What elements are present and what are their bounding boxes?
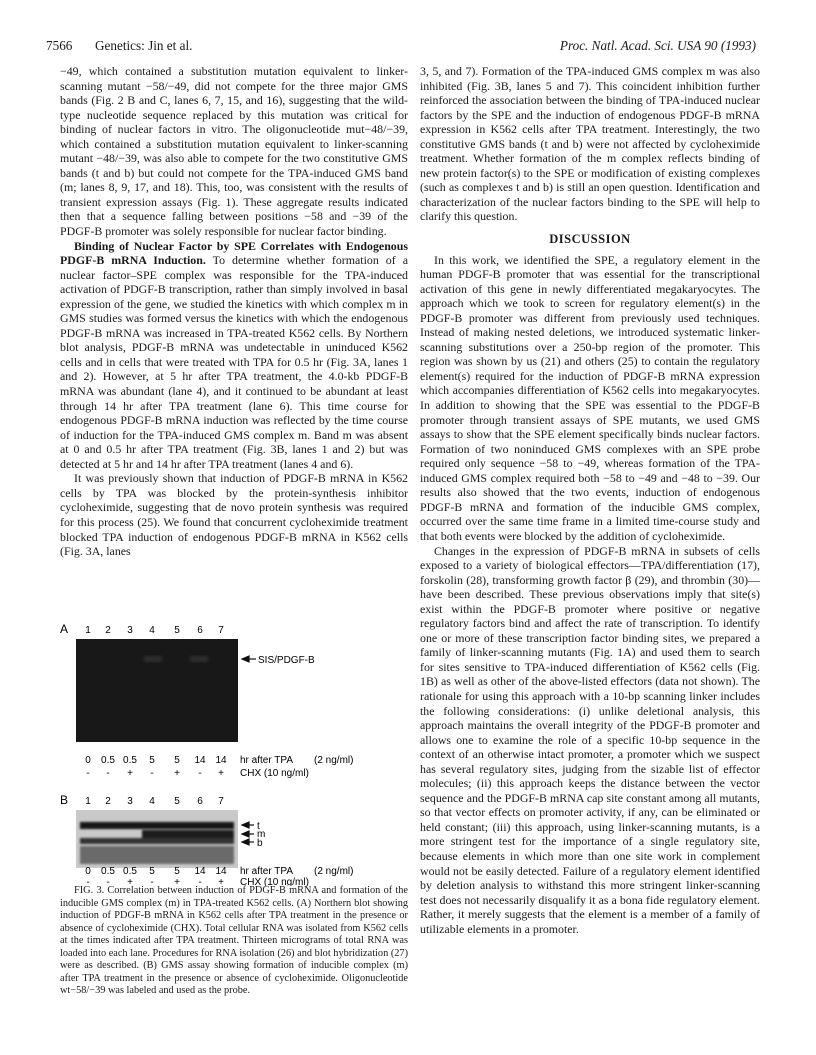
paragraph: Changes in the expression of PDGF-B mRNA in subsets of cells exposed to a variety of biological effectors—TPA/differentiation (17), forskolin (28), transforming growth factor β (29), and thrombin (30)—have been described. These previous observations imply that site(s) exist within the PDGF-B promoter where positive or negative regulatory factors bind and affect the rate of transcription. To identify one or more of these transcription factor binding sites, we prepared a family of linker-scanning mutants (Fig. 1A) and used them to search for sites sensitive to TPA-induced differentiation of K562 cells (Fig. 1B) as well as other of the above-listed effectors (data not shown). The rationale for using this approach with a 10-bp scanning linker includes the following considerations: (i) unlike deletional analysis, this approach maintains the overall integrity of the PDGF-B promoter and allows one to examine the role of a specific 10-bp sequence in the context of an otherwise intact promoter, a promoter which we suspect has several regulatory sites, judging from the sizable list of effector molecules; (ii) this approach keeps the distance between the vector sequence and the PDGF-B mRNA cap site constant among all mutants, so that vector effects on promoter activity, if any, can be eliminated or held constant; (iii) this approach, using linker-scanning mutants, is a more stringent test for the importance of a single regulatory site, because elements in which more than one site work in complement would not be easily detected. Failure of a regulatory element identified by deletion analysis to withstand this more stringent linker-scanning test does not necessarily disqualify it as a bona fide regulatory element. Rather, it merely suggests that the element is a member of a family of utilizable elements in a promoter. [420, 543, 760, 936]
right-column [420, 64, 760, 936]
chx-sign: + [218, 877, 224, 886]
time-value: 0 [85, 866, 91, 877]
band-label-b: b [257, 838, 263, 849]
time-value: 14 [194, 866, 206, 877]
chx-sign: - [150, 768, 154, 779]
gel-band-b [80, 838, 234, 844]
tpa-concentration: (2 ng/ml) [314, 755, 354, 766]
time-value: 5 [149, 866, 155, 877]
band-label-m: m [257, 829, 266, 840]
lane-number: 3 [127, 796, 133, 807]
time-value: 0.5 [123, 866, 137, 877]
band-label-t: t [257, 821, 260, 832]
chx-sign: + [127, 768, 133, 779]
blot-band [190, 656, 208, 662]
lane-number: 4 [149, 796, 155, 807]
panel-a-label: A [60, 622, 69, 636]
lane-number: 1 [85, 796, 91, 807]
chx-sign: + [127, 877, 133, 886]
gel-band-m [142, 830, 234, 839]
time-value: 0.5 [101, 755, 115, 766]
time-value: 14 [215, 866, 227, 877]
journal-citation: Proc. Natl. Acad. Sci. USA 90 (1993) [559, 38, 756, 53]
section-heading: DISCUSSION [549, 232, 631, 247]
gel-band-t [80, 822, 234, 829]
figure-3-graphic [60, 616, 408, 886]
running-title: Genetics: Jin et al. [95, 38, 193, 53]
time-value: 0.5 [101, 866, 115, 877]
lane-number: 6 [197, 625, 203, 636]
paragraph: It was previously shown that induction of PDGF-B mRNA in K562 cells by TPA was blocked by the protein-synthesis inhibitor cycloheximide, suggesting that de novo protein synthesis was required for this process (25). We found that concurrent cycloheximide treatment blocked TPA induction of endogenous PDGF-B mRNA in K562 cells (Fig. 3A, lanes [60, 471, 408, 559]
lane-number: 2 [105, 625, 111, 636]
lane-number: 7 [218, 796, 224, 807]
tpa-concentration: (2 ng/ml) [314, 866, 354, 877]
northern-blot-image [76, 639, 238, 742]
lane-number: 7 [218, 625, 224, 636]
panel-b-label: B [60, 793, 69, 807]
chx-sign: + [174, 768, 180, 779]
chx-label: CHX (10 ng/ml) [240, 768, 309, 779]
lane-number: 5 [174, 625, 180, 636]
chx-sign: - [86, 768, 90, 779]
chx-sign: - [106, 768, 110, 779]
lane-number: 5 [174, 796, 180, 807]
chx-label: CHX (10 ng/ml) [240, 877, 309, 886]
time-axis-label: hr after TPA [240, 755, 293, 766]
lane-number: 6 [197, 796, 203, 807]
gel-smear [80, 846, 234, 864]
page-number: 7566 [46, 38, 73, 53]
time-value: 5 [174, 755, 180, 766]
page-header [46, 38, 756, 56]
time-value: 0.5 [123, 755, 137, 766]
left-column [60, 64, 408, 559]
paragraph [60, 239, 408, 472]
chx-sign: - [198, 877, 202, 886]
chx-sign: - [86, 877, 90, 886]
paragraph: 3, 5, and 7). Formation of the TPA-induced GMS complex m was also inhibited (Fig. 3B, lanes 5 and 7). This coincident inhibition further reinforced the association between the binding of TPA-induced nuclear factors by the SPE and the induction of endogenous PDGF-B mRNA expression in K562 cells after TPA treatment. Interestingly, the two constitutive GMS bands (t and b) were not affected by cycloheximide treatment. Whether formation of the m complex reflects binding of new protein factor(s) to the SPE or modification of existing complexes (such as complexes t and b) is still an open question. Identification and characterization of the nuclear factors binding to the SPE will help to clarify this question. [420, 64, 760, 224]
paragraph-body: To determine whether formation of a nuclear factor–SPE complex was responsible for the TPA-induced activation of PDGF-B transcription, rather than simply involved in basal expression of the gene, we studied the kinetics with which complex m in GMS studies was formed versus the kinetics with which the endogenous PDGF-B mRNA was increased in TPA-treated K562 cells. By Northern blot analysis, PDGF-B mRNA was undetectable in uninduced K562 cells and in cells that were treated with TPA for 0.5 hr (Fig. 3A, lanes 1 and 2). However, at 5 hr after TPA treatment, the 4.0-kb PDGF-B mRNA was abundant (lane 4), and it continued to be abundant at least through 14 hr after TPA treatment (lane 6). This time course for endogenous PDGF-B mRNA induction was reflected by the time course of induction for the TPA-induced GMS complex m. Band m was absent at 0 and 0.5 hr after TPA treatment (Fig. 3B, lanes 1 and 2) but was detected at 5 hr and 14 hr after TPA treatment (lanes 4 and 6). [60, 253, 409, 471]
run-in-heading: Binding of Nuclear Factor by SPE Correlates with Endogenous PDGF-B mRNA Induction. [60, 238, 408, 268]
paragraph: In this work, we identified the SPE, a regulatory element in the human PDGF-B promoter that was essential for the transcriptional activation of this gene in newly differentiated megakaryocytes. The approach which we took to screen for regulatory element(s) in the PDGF-B promoter was different from previously used techniques. Instead of making nested deletions, we introduced systematic linker-scanning substitutions over a 250-bp region of the promoter. This region was shown by us (21) and others (25) to contain the regulatory element(s) required for the induction of PDGF-B mRNA expression which accompanies differentiation of K562 cells into megakaryocytes. In addition to showing that the SPE was essential to the PDGF-B promoter through transient assays of SPE mutants, we used GMS assays to show that the SPE element specifically binds nuclear factors. Formation of two noninduced GMS complexes with an SPE probe required only sequence −58 to −49, whereas formation of the TPA-induced GMS complex required both −58 to −49 and −48 to −39. Our results also showed that the two events, induction of endogenous PDGF-B mRNA and formation of the inducible GMS complex, occurred over the same time frame in a limited time-course study and that both events were blocked by the addition of cycloheximide. [420, 252, 760, 543]
lane-number: 2 [105, 796, 111, 807]
figure-caption [60, 885, 408, 998]
lane-number: 3 [127, 625, 133, 636]
caption-text: FIG. 3. Correlation between induction of PDGF-B mRNA and formation of the inducible GMS complex (m) in TPA-treated K562 cells. (A) Northern blot showing induction of PDGF-B mRNA in K562 cells after TPA treatment in the presence or absence of cycloheximide (CHX). Total cellular RNA was isolated from K562 cells at the times indicated after TPA treatment. Thirteen micrograms of total RNA was loaded into each lane. Procedures for RNA isolation (26) and blot hybridization (27) were as described. (B) GMS assay showing formation of inducible complex (m) after TPA treatment in the presence or absence of cycloheximide. Oligonucleotide wt−58/−39 was labeled and used as the probe. [60, 885, 408, 996]
chx-sign: - [106, 877, 110, 886]
chx-sign: - [150, 877, 154, 886]
paragraph: −49, which contained a substitution mutation equivalent to linker-scanning mutant −58/−49, did not compete for the three major GMS bands (Fig. 2 B and C, lanes 6, 7, 15, and 16), suggesting that the wild-type nucleotide sequence replaced by this mutation was critical for binding of nuclear factors in vitro. The oligonucleotide mut−48/−39, which contained a substitution mutation equivalent to linker-scanning mutant −48/−39, was also able to compete for the two constitutive GMS bands (t and b) but could not compete for the TPA-induced GMS band (m; lanes 8, 9, 17, and 18). This, too, was consistent with the results of transient expression assays (Fig. 1). These aggregate results indicated then that a sequence falling between positions −58 and −39 of the PDGF-B promoter was solely responsible for nuclear factor binding. [60, 64, 408, 239]
band-label-sis-pdgf-b: SIS/PDGF-B [258, 655, 315, 666]
lane-number: 1 [85, 625, 91, 636]
time-value: 5 [174, 866, 180, 877]
blot-band [144, 656, 162, 662]
chx-sign: + [174, 877, 180, 886]
chx-sign: - [198, 768, 202, 779]
lane-number: 4 [149, 625, 155, 636]
chx-sign: + [218, 768, 224, 779]
time-value: 14 [215, 755, 227, 766]
time-value: 0 [85, 755, 91, 766]
time-value: 14 [194, 755, 206, 766]
time-value: 5 [149, 755, 155, 766]
time-axis-label: hr after TPA [240, 866, 293, 877]
